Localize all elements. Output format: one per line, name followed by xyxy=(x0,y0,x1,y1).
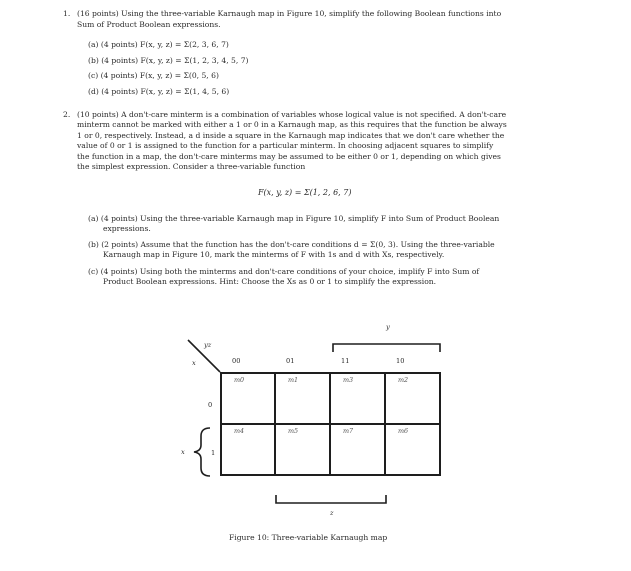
question-2-part-a-line-2: expressions. xyxy=(103,224,151,233)
kmap-corner-x-label: x xyxy=(192,359,196,367)
question-1-item-a: (a) (4 points) F(x, y, z) = Σ(2, 3, 6, 7) xyxy=(88,40,229,49)
kmap-minterm-label: m3 xyxy=(343,376,354,384)
question-2-paragraph-line-5: the function in a map, the don't-care minterms may be assumed to be either 0 or 1, depending on which gives xyxy=(77,151,501,161)
question-2-equation: F(x, y, z) = Σ(1, 2, 6, 7) xyxy=(258,188,352,197)
question-2-part-b-line-1: (b) (2 points) Assume that the function has the don't-care conditions d = Σ(0, 3). Using the three-variable xyxy=(88,240,495,249)
kmap-minterm-label: m7 xyxy=(343,427,354,435)
kmap-cell-m2[interactable] xyxy=(384,372,441,425)
question-1-text-line-1: (16 points) Using the three-variable Karnaugh map in Figure 10, simplify the following Boolean functions into xyxy=(77,9,502,18)
kmap-x-label: x xyxy=(181,448,185,456)
kmap-row-header-1: 1 xyxy=(211,449,216,457)
question-1-number: 1. xyxy=(63,9,71,18)
kmap-row-header-0: 0 xyxy=(208,401,213,409)
kmap-minterm-label: m6 xyxy=(398,427,409,435)
question-2-part-b-line-2: Karnaugh map in Figure 10, mark the minterms of F with 1s and d with Xs, respectively. xyxy=(103,250,445,259)
kmap-cell-m6[interactable] xyxy=(384,423,441,476)
kmap-cell-m1[interactable] xyxy=(274,372,331,425)
question-2-paragraph-line-6: the simplest expression. Consider a three-variable function xyxy=(77,162,306,171)
kmap-cell-m0[interactable] xyxy=(220,372,276,425)
question-1-item-c: (c) (4 points) F(x, y, z) = Σ(0, 5, 6) xyxy=(88,71,219,80)
question-2-paragraph-line-3: 1 or 0, respectively. Instead, a d inside a square in the Karnaugh map indicates that we don't care whether the xyxy=(77,130,505,140)
kmap-y-label: y xyxy=(386,323,390,331)
kmap-cell-m7[interactable] xyxy=(329,423,386,476)
kmap-y-bracket xyxy=(333,344,440,352)
kmap-x-brace xyxy=(194,428,210,476)
question-2-part-c-line-2: Product Boolean expressions. Hint: Choose the Xs as 0 or 1 to simplify the expression. xyxy=(103,277,437,286)
question-2-number: 2. xyxy=(63,110,71,119)
question-1-item-b: (b) (4 points) F(x, y, z) = Σ(1, 2, 3, 4, 5, 7) xyxy=(88,55,249,65)
question-1-item-d: (d) (4 points) F(x, y, z) = Σ(1, 4, 5, 6) xyxy=(88,86,230,96)
kmap-column-header-11: 11 xyxy=(341,357,350,365)
kmap-z-bracket xyxy=(276,495,386,503)
kmap-corner-yz-label: yz xyxy=(204,341,212,349)
kmap-z-label: z xyxy=(330,509,334,517)
kmap-minterm-label: m0 xyxy=(234,376,245,384)
kmap-cell-m3[interactable] xyxy=(329,372,386,425)
question-1-text-line-2: Sum of Product Boolean expressions. xyxy=(77,19,221,29)
kmap-minterm-label: m1 xyxy=(288,376,299,384)
kmap-minterm-label: m5 xyxy=(288,427,299,435)
question-2-paragraph-line-1: (10 points) A don't-care minterm is a combination of variables whose logical value is not specified. A don't-care xyxy=(77,110,507,119)
kmap-minterm-label: m2 xyxy=(398,376,409,384)
question-2-part-a-line-1: (a) (4 points) Using the three-variable Karnaugh map in Figure 10, simplify F into Sum of Product Boolean xyxy=(88,214,500,223)
kmap-cell-m4[interactable] xyxy=(220,423,276,476)
kmap-column-header-00: 00 xyxy=(232,357,241,365)
kmap-minterm-label: m4 xyxy=(234,427,245,435)
kmap-column-header-10: 10 xyxy=(396,357,405,365)
kmap-column-header-01: 01 xyxy=(286,357,295,365)
question-2-paragraph-line-4: value of 0 or 1 is assigned to the function for a particular minterm. In choosing adjacent squares to simplify xyxy=(77,141,494,151)
figure-caption: Figure 10: Three-variable Karnaugh map xyxy=(229,533,388,542)
question-2-part-c-line-1: (c) (4 points) Using both the minterms and don't-care conditions of your choice, implify F into Sum of xyxy=(88,267,480,276)
question-2-paragraph-line-2: minterm cannot be marked with either a 1 or 0 in a Karnaugh map, as this requires that the function be always xyxy=(77,120,507,130)
kmap-cell-m5[interactable] xyxy=(274,423,331,476)
